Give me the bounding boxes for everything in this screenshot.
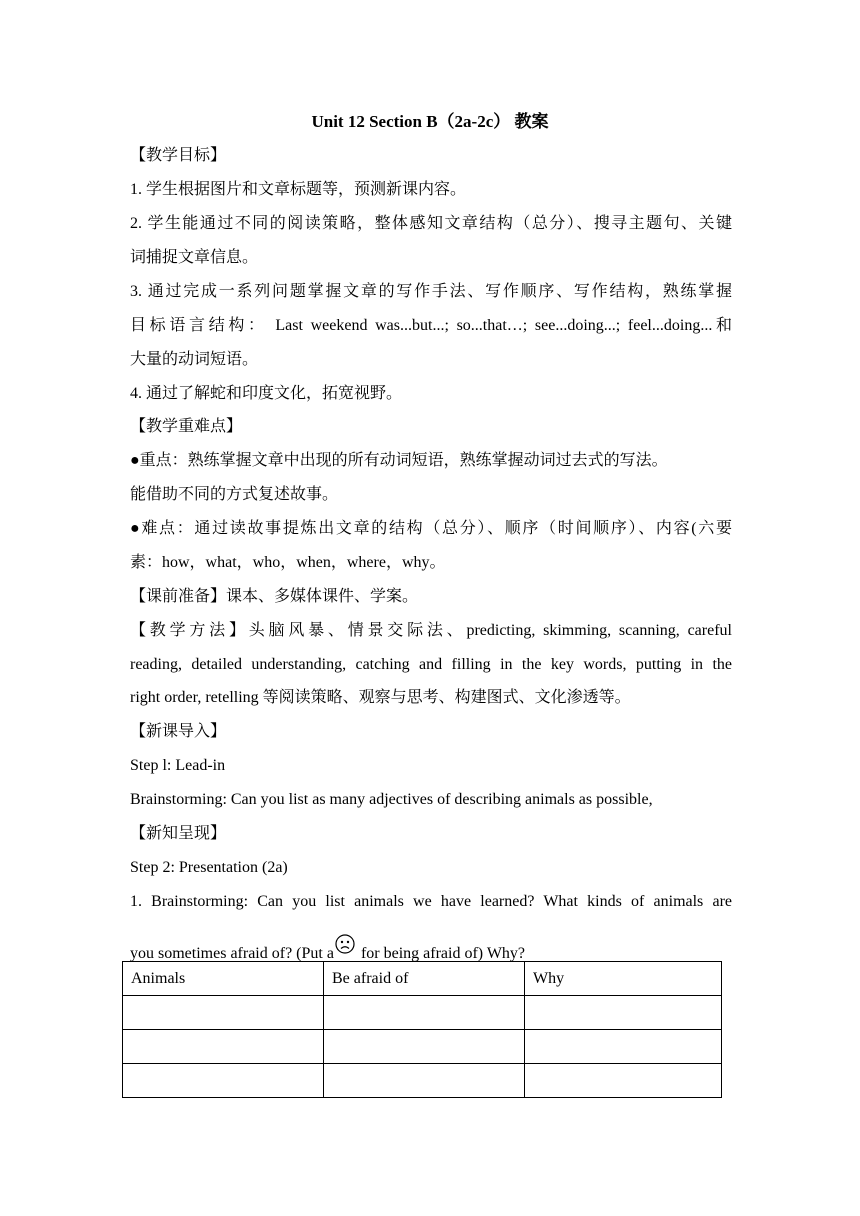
key-point-1: ●重点：熟练掌握文章中出现的所有动词短语，熟练掌握动词过去式的写法。 bbox=[130, 452, 668, 469]
table-cell[interactable] bbox=[324, 996, 525, 1030]
question-1-line-1: 1. Brainstorming: Can you list animals we have learned? What kinds of animals are bbox=[130, 893, 732, 910]
goal-2-line-1: 2. 学生能通过不同的阅读策略，整体感知文章结构（总分）、搜寻主题句、关键 bbox=[130, 215, 732, 232]
question-1-line-2 bbox=[130, 934, 525, 964]
table-cell[interactable] bbox=[324, 1030, 525, 1064]
table-row bbox=[123, 1030, 722, 1064]
preparation: 【课前准备】课本、多媒体课件、学案。 bbox=[130, 588, 419, 605]
goal-1: 1. 学生根据图片和文章标题等，预测新课内容。 bbox=[130, 181, 467, 198]
step-1: Step l: Lead-in bbox=[130, 757, 226, 774]
table-row bbox=[123, 996, 722, 1030]
heading-teaching-goals: 【教学目标】 bbox=[130, 147, 227, 164]
table-header-row bbox=[123, 962, 722, 996]
question-1-text-before: you sometimes afraid of? (Put a bbox=[130, 945, 334, 962]
table-row bbox=[123, 1064, 722, 1098]
animals-table bbox=[122, 961, 722, 1098]
methods-line-1: 【教学方法】头脑风暴、情景交际法、predicting, skimming, scanning, careful bbox=[130, 622, 732, 639]
key-point-1-line-2: 能借助不同的方式复述故事。 bbox=[130, 486, 339, 503]
difficult-point-line-2: 素：how，what，who，when，where，why。 bbox=[130, 554, 446, 571]
sad-face-icon bbox=[335, 934, 355, 954]
goal-3-line-3: 大量的动词短语。 bbox=[130, 351, 259, 368]
heading-key-points: 【教学重难点】 bbox=[130, 418, 243, 435]
methods-line-3: right order, retelling 等阅读策略、观察与思考、构建图式、文化渗透等。 bbox=[130, 689, 631, 706]
table-cell[interactable] bbox=[525, 1064, 722, 1098]
goal-3-line-2: 目标语言结构： Last weekend was...but...; so...that…; see...doing...; feel...doing...和 bbox=[130, 317, 732, 334]
heading-presentation: 【新知呈现】 bbox=[130, 825, 227, 842]
table-cell[interactable] bbox=[525, 996, 722, 1030]
methods-line-2: reading, detailed understanding, catching and filling in the key words, putting in the bbox=[130, 656, 732, 673]
goal-4: 4. 通过了解蛇和印度文化，拓宽视野。 bbox=[130, 385, 403, 402]
goal-2-line-2: 词捕捉文章信息。 bbox=[130, 249, 259, 266]
table-cell[interactable] bbox=[324, 1064, 525, 1098]
table-cell[interactable] bbox=[123, 1030, 324, 1064]
document-title: Unit 12 Section B（2a-2c） 教案 bbox=[311, 112, 549, 131]
step-2: Step 2: Presentation (2a) bbox=[130, 859, 288, 876]
difficult-point-line-1: ●难点：通过读故事提炼出文章的结构（总分）、顺序（时间顺序）、内容(六要 bbox=[130, 520, 732, 537]
table-cell[interactable] bbox=[123, 1064, 324, 1098]
header-be-afraid-of: Be afraid of bbox=[324, 962, 525, 996]
table-cell[interactable] bbox=[525, 1030, 722, 1064]
header-animals: Animals bbox=[123, 962, 324, 996]
brainstorming-1: Brainstorming: Can you list as many adjectives of describing animals as possible, bbox=[130, 791, 653, 808]
table-cell[interactable] bbox=[123, 996, 324, 1030]
goal-3-line-1: 3. 通过完成一系列问题掌握文章的写作手法、写作顺序、写作结构，熟练掌握 bbox=[130, 283, 732, 300]
header-why: Why bbox=[525, 962, 722, 996]
heading-lead-in: 【新课导入】 bbox=[130, 723, 227, 740]
question-1-text-after: for being afraid of) Why? bbox=[356, 945, 526, 962]
